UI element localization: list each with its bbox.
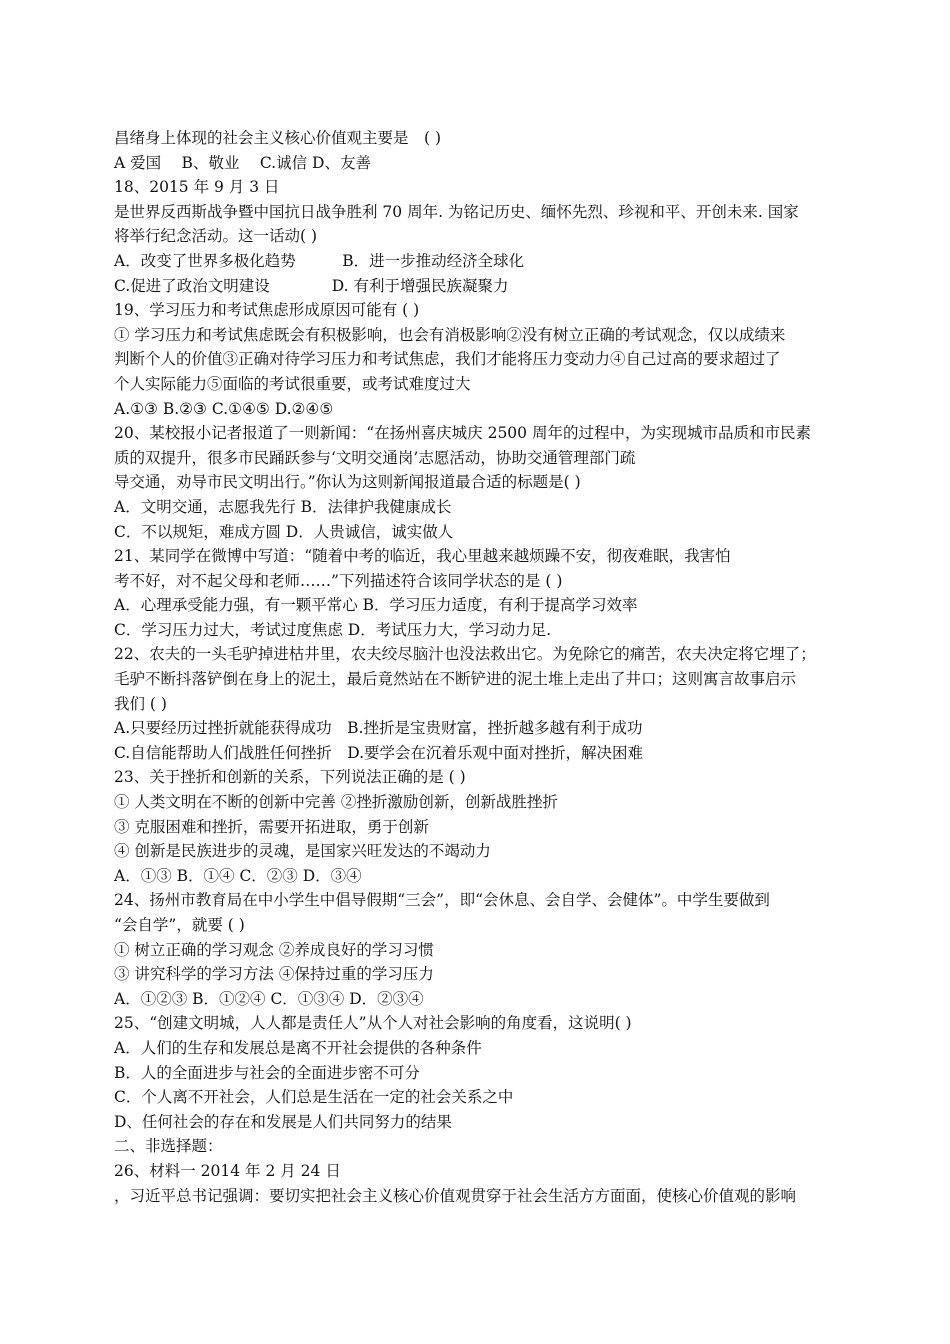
text-line: 22、农夫的一头毛驴掉进枯井里，农夫绞尽脑汁也没法救出它。为免除它的痛苦，农夫决定将它埋了； — [114, 645, 816, 664]
text-line: 考不好，对不起父母和老师……”下列描述符合该同学状态的是 ( ) — [114, 571, 563, 590]
text-line: 24、扬州市教育局在中小学生中倡导假期“三会”，即“会休息、会自学、会健体”。中学生要做到 — [114, 891, 770, 910]
text-line: ③ 克服困难和挫折，需要开拓进取，勇于创新 — [114, 817, 429, 836]
text-line: D、任何社会的存在和发展是人们共同努力的结果 — [114, 1112, 452, 1131]
text-line: ，习近平总书记强调：要切实把社会主义核心价值观贯穿于社会生活方方面面，使核心价值观的影响 — [114, 1186, 797, 1205]
text-line: A.只要经历过挫折就能获得成功 B.挫折是宝贵财富，挫折越多越有利于成功 — [114, 719, 643, 738]
text-line: A．①③ B．①④ C．②③ D．③④ — [114, 866, 362, 885]
text-line: A．心理承受能力强，有一颗平常心 B．学习压力适度，有利于提高学习效率 — [114, 596, 638, 615]
text-line: C.自信能帮助人们战胜任何挫折 D.要学会在沉着乐观中面对挫折，解决困难 — [114, 743, 644, 762]
text-line: 我们 ( ) — [114, 694, 167, 713]
text-line: A．人们的生存和发展总是离不开社会提供的各种条件 — [114, 1038, 482, 1057]
text-line: A.①③ B.②③ C.①④⑤ D.②④⑤ — [114, 399, 334, 418]
text-line: 26、材料一 2014 年 2 月 24 日 — [114, 1161, 341, 1180]
text-line: A．改变了世界多极化趋势 B．进一步推动经济全球化 — [114, 251, 525, 270]
text-line: 25、“创建文明城，人人都是责任人”从个人对社会影响的角度看，这说明( ) — [114, 1014, 632, 1033]
text-line: B．人的全面进步与社会的全面进步密不可分 — [114, 1063, 420, 1082]
text-line: 18、2015 年 9 月 3 日 — [114, 178, 280, 197]
text-line: 毛驴不断抖落铲倒在身上的泥土，最后竟然站在不断铲进的泥土堆上走出了井口；这则寓言故事启示 — [114, 670, 797, 689]
text-line: ④ 创新是民族进步的灵魂，是国家兴旺发达的不竭动力 — [114, 842, 491, 861]
text-line: C．不以规矩，难成方圆 D．人贵诚信，诚实做人 — [114, 522, 454, 541]
text-line: A．①②③ B．①②④ C．①③④ D．②③④ — [114, 989, 424, 1008]
text-line: C．学习压力过大，考试过度焦虑 D．考试压力大，学习动力足. — [114, 620, 552, 639]
text-line: 个人实际能力⑤面临的考试很重要，或考试难度过大 — [114, 374, 471, 393]
text-line: “会自学”，就要 ( ) — [114, 916, 245, 934]
text-line: ③ 讲究科学的学习方法 ④保持过重的学习压力 — [114, 965, 434, 984]
text-line: 21、某同学在微博中写道：“随着中考的临近，我心里越来越烦躁不安，彻夜难眠，我害怕 — [114, 547, 731, 566]
text-line: C.促进了政治文明建设 D. 有利于增强民族凝聚力 — [114, 276, 509, 295]
text-line: 质的双提升，很多市民踊跃参与‘文明交通岗’志愿活动，协助交通管理部门疏 — [114, 448, 636, 467]
text-line: 昌绪身上体现的社会主义核心价值观主要是 ( ) — [114, 129, 442, 147]
text-line: 导交通，劝导市民文明出行。”你认为这则新闻报道最合适的标题是( ) — [114, 473, 581, 492]
text-line: 20、某校报小记者报道了一则新闻：“在扬州喜庆城庆 2500 周年的过程中，为实现城市品质和市民素 — [114, 424, 811, 443]
text-line: 将举行纪念活动。这一话动( ) — [114, 227, 318, 246]
text-line: A．文明交通，志愿我先行 B．法律护我健康成长 — [114, 497, 452, 516]
section-heading: 二、非选择题： — [114, 1137, 223, 1156]
text-line: ① 人类文明在不断的创新中完善 ②挫折激励创新，创新战胜挫折 — [114, 793, 558, 812]
text-line: A 爱国 B、敬业 C.诚信 D、友善 — [114, 153, 371, 172]
text-line: 19、学习压力和考试焦虑形成原因可能有 ( ) — [114, 301, 420, 320]
document-body — [114, 126, 844, 1208]
text-line: ① 树立正确的学习观念 ②养成良好的学习习惯 — [114, 940, 434, 959]
text-line: 判断个人的价值③正确对待学习压力和考试焦虑，我们才能将压力变动力④自己过高的要求超过了 — [114, 350, 781, 369]
text-line: C．个人离不开社会，人们总是生活在一定的社会关系之中 — [114, 1088, 514, 1107]
text-line: 23、关于挫折和创新的关系，下列说法正确的是 ( ) — [114, 768, 466, 787]
text-line: 是世界反西斯战争暨中国抗日战争胜利 70 周年. 为铭记历史、缅怀先烈、珍视和平、开创未来. 国家 — [114, 202, 799, 221]
text-line: ① 学习压力和考试焦虑既会有积极影响，也会有消极影响②没有树立正确的考试观念，仅以成绩来 — [114, 325, 786, 344]
